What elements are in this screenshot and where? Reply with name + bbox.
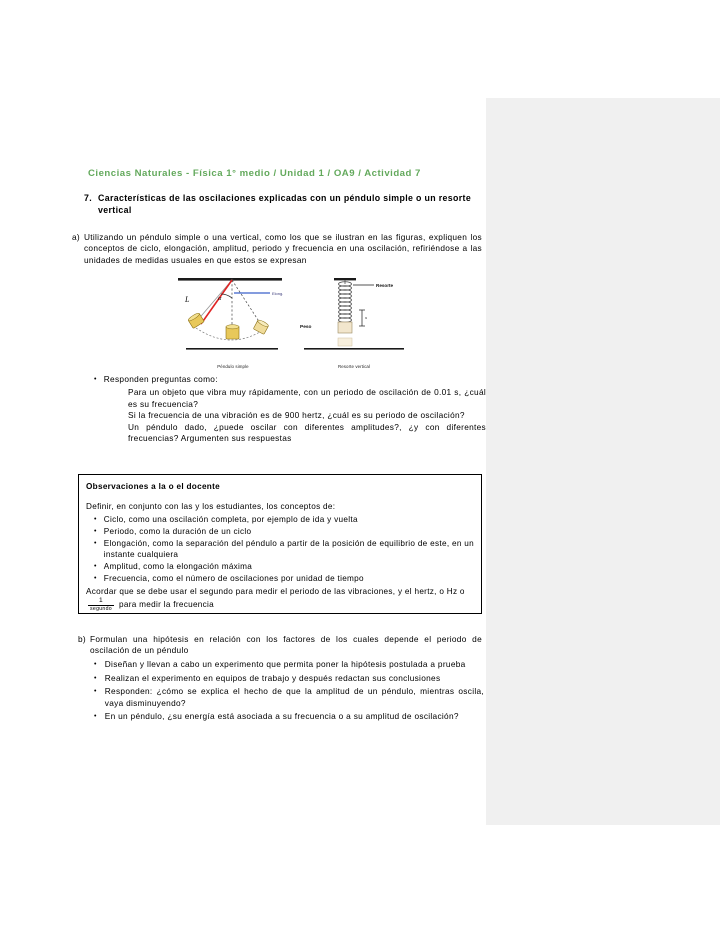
pendulum-illustration bbox=[174, 276, 292, 360]
svg-text:Elong.: Elong. bbox=[272, 291, 284, 296]
svg-text:L: L bbox=[185, 295, 190, 304]
questions-lead-row bbox=[94, 374, 486, 386]
frequency-unit-line bbox=[86, 598, 474, 612]
fraction-denominator: segundo bbox=[89, 605, 112, 612]
activity-heading bbox=[84, 192, 478, 216]
section-b-text: Formulan una hipótesis en relación con los factores de los cuales depende el periodo de oscilación de un péndulo bbox=[89, 634, 482, 656]
section-b-item bbox=[94, 659, 484, 671]
question-item: Si la frecuencia de una vibración es de 900 hertz, ¿cuál es su periodo de oscilación? bbox=[128, 410, 465, 421]
svg-text:Resorte: Resorte bbox=[376, 283, 394, 288]
breadcrumb: Ciencias Naturales - Física 1° medio / Unidad 1 / OA9 / Actividad 7 bbox=[88, 168, 421, 179]
observation-text: Elongación, como la separación del péndulo a partir de la posición de equilibrio de este, en un instante cualquiera bbox=[103, 538, 474, 560]
pendulum-caption: Péndulo simple bbox=[217, 364, 249, 369]
section-b-item-text: Diseñan y llevan a cabo un experimento que permita poner la hipótesis postulada a prueba bbox=[104, 659, 466, 669]
question-item: Un péndulo dado, ¿puede oscilar con diferentes amplitudes?, ¿y con diferentes frecuencias? Argumenten sus respuestas bbox=[128, 421, 486, 444]
bullet-icon: • bbox=[94, 527, 97, 535]
observation-text: Frecuencia, como el número de oscilaciones por unidad de tiempo bbox=[103, 573, 364, 583]
observations-list bbox=[86, 514, 474, 585]
bullet-icon: • bbox=[94, 562, 97, 570]
section-b-item-text: Responden: ¿cómo se explica el hecho de que la amplitud de un péndulo, mientras oscila, vaya disminuyendo? bbox=[104, 686, 484, 708]
teacher-observations-box bbox=[78, 474, 482, 614]
bullet-icon: • bbox=[94, 674, 97, 682]
observation-item bbox=[94, 514, 474, 526]
section-b-item-text: Realizan el experimento en equipos de trabajo y después redactan sus conclusiones bbox=[104, 672, 441, 683]
observations-closing: Acordar que se debe usar el segundo para medir el periodo de las vibraciones, y el hertz, o Hz o bbox=[86, 586, 465, 596]
observations-closing-suffix: para medir la frecuencia bbox=[119, 600, 215, 610]
activity-title: Características de las oscilaciones explicadas con un péndulo simple o un resorte vertical bbox=[98, 193, 472, 215]
bullet-icon: • bbox=[94, 376, 97, 383]
section-a-paragraph bbox=[72, 232, 482, 266]
section-a-text: Utilizando un péndulo simple o una vertical, como los que se ilustran en las figuras, expliquen los conceptos de ciclo, elongación, amplitud, periodo y frecuencia en una oscilación, refiriéndose a las unidades de medidas usuales en que estos se expresan bbox=[83, 232, 482, 265]
section-b-marker: b) bbox=[78, 634, 86, 644]
observation-text: Amplitud, como la elongación máxima bbox=[103, 561, 253, 571]
questions-lead: Responden preguntas como: bbox=[103, 374, 218, 384]
spring-caption: Resorte vertical bbox=[337, 364, 371, 369]
section-b-item bbox=[94, 673, 484, 685]
observation-text: Ciclo, como una oscilación completa, por ejemplo de ida y vuelta bbox=[103, 514, 358, 524]
bullet-icon: • bbox=[94, 688, 97, 695]
bullet-icon: • bbox=[94, 661, 97, 668]
section-a-marker: a) bbox=[72, 232, 80, 242]
fraction-numerator: 1 bbox=[99, 597, 103, 605]
observation-item bbox=[94, 526, 474, 538]
observation-item bbox=[94, 538, 474, 561]
questions-list bbox=[128, 387, 486, 445]
bullet-icon: • bbox=[94, 515, 97, 523]
activity-number: 7. bbox=[84, 193, 93, 203]
section-b-item bbox=[94, 711, 484, 723]
svg-text:Peso: Peso bbox=[300, 325, 312, 330]
svg-text:x: x bbox=[365, 315, 368, 320]
figure-pendulum bbox=[174, 276, 292, 368]
bullet-icon: • bbox=[94, 712, 97, 720]
observations-intro: Definir, en conjunto con las y los estudiantes, los conceptos de: bbox=[86, 502, 336, 512]
right-side-panel bbox=[486, 98, 720, 825]
section-b-paragraph bbox=[78, 634, 482, 657]
svg-text:α: α bbox=[218, 295, 222, 302]
section-b-item-text: En un péndulo, ¿su energía está asociada a su frecuencia o a su amplitud de oscilación? bbox=[104, 710, 459, 721]
section-b-item bbox=[94, 686, 484, 709]
observations-title: Observaciones a la o el docente bbox=[86, 482, 220, 491]
question-item: Para un objeto que vibra muy rápidamente, con un periodo de oscilación de 0.01 s, ¿cuál es su frecuencia? bbox=[128, 387, 486, 409]
observation-item bbox=[94, 573, 474, 585]
spring-illustration bbox=[298, 276, 410, 360]
figure-spring bbox=[298, 276, 410, 368]
section-b-list bbox=[94, 659, 484, 724]
bullet-icon: • bbox=[94, 574, 97, 582]
fraction-one-over-second bbox=[88, 598, 114, 612]
observation-text: Periodo, como la duración de un ciclo bbox=[103, 526, 252, 536]
observation-item bbox=[94, 561, 474, 573]
questions-block bbox=[86, 374, 486, 445]
bullet-icon: • bbox=[94, 539, 97, 547]
figures-container bbox=[170, 276, 410, 368]
